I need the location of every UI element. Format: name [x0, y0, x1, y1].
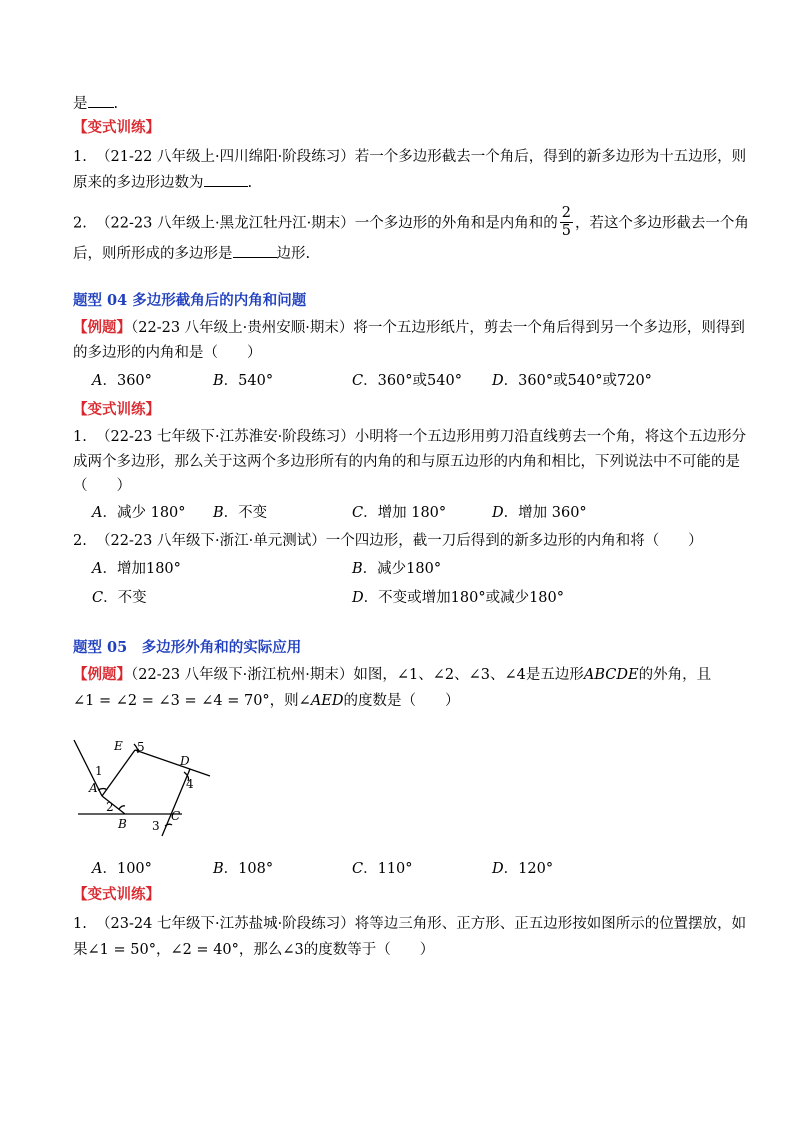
option-letter: B — [213, 373, 224, 389]
question-line — [73, 452, 740, 472]
option-b: B．108° — [213, 861, 274, 877]
question-line — [73, 343, 262, 363]
option-letter: D — [492, 861, 504, 877]
option-text: 增加 360° — [518, 505, 587, 521]
option-text: 360°或540°或720° — [518, 373, 652, 389]
math-expression: ∠1、∠2、∠3、∠4 — [396, 667, 526, 683]
option-text: 540° — [238, 373, 274, 389]
label-b: B — [118, 817, 127, 831]
option-letter: B — [352, 561, 363, 577]
label-c: C — [171, 809, 181, 823]
option-a: A．增加180° — [92, 561, 181, 577]
option-text: 不变 — [117, 590, 147, 606]
option-text: 360°或540° — [377, 373, 462, 389]
question-number: 1. — [73, 429, 87, 445]
option-letter: B — [213, 505, 224, 521]
continued-question-line — [73, 92, 118, 114]
question-number: 2. — [73, 533, 87, 549]
question-text: 的外角，且 — [638, 667, 712, 683]
question-text: 的多边形的内角和是（ ） — [73, 345, 262, 361]
section-label-variation: 【变式训练】 — [73, 886, 160, 903]
label-a: A — [89, 781, 98, 795]
question-line — [73, 147, 746, 167]
question-text: （23-24 七年级下·江苏盐城·阶段练习）将等边三角形、正方形、正五边形按如图所示的位置摆放，如 — [96, 916, 747, 932]
question-line — [73, 476, 131, 496]
option-c: C．110° — [352, 861, 413, 877]
question-line — [73, 914, 746, 934]
label-1: 1 — [95, 764, 103, 778]
answer-blank — [88, 92, 114, 108]
question-number: 2. — [73, 215, 87, 232]
option-c: C．360°或540° — [352, 373, 462, 389]
option-letter: C — [352, 505, 364, 521]
option-letter: D — [352, 590, 364, 606]
option-d: D．增加 360° — [492, 505, 587, 521]
question-text: ，则 — [269, 693, 299, 709]
question-line — [73, 427, 746, 447]
question-text: （22-23 八年级下·浙江·单元测试）一个四边形，截一刀后得到的新多边形的内角和将（ ） — [96, 533, 703, 549]
option-text: 120° — [518, 861, 554, 877]
option-letter: C — [92, 590, 104, 606]
question-line — [73, 531, 703, 551]
question-line — [73, 318, 745, 338]
option-text: 不变或增加180°或减少180° — [378, 590, 564, 606]
option-text: 减少180° — [377, 561, 442, 577]
question-text: ，若这个多边形截去一个角 — [574, 215, 749, 232]
question-line — [73, 665, 711, 685]
label-d: D — [180, 754, 190, 768]
option-text: 360° — [116, 373, 152, 389]
section-label-variation: 【变式训练】 — [73, 119, 160, 136]
option-letter: A — [92, 861, 103, 877]
question-number: 1. — [73, 916, 87, 932]
option-text: 不变 — [238, 505, 268, 521]
section-heading-type05: 题型 05 多边形外角和的实际应用 — [73, 639, 302, 656]
math-expression: ，那么∠3 — [238, 942, 304, 958]
question-line — [73, 206, 749, 241]
line-through-ed — [135, 750, 210, 776]
option-letter: A — [92, 561, 103, 577]
label-e: E — [114, 739, 123, 753]
angle-arc-2 — [119, 806, 125, 809]
text: . — [113, 96, 119, 112]
angle-arc-3 — [165, 824, 172, 826]
fraction-numerator: 2 — [561, 205, 571, 221]
option-b: B．减少180° — [352, 561, 442, 577]
option-c: C．不变 — [92, 590, 147, 606]
math-expression: ∠1 = ∠2 = ∠3 = ∠4 = 70° — [73, 693, 270, 709]
question-text: （21-22 八年级上·四川绵阳·阶段练习）若一个多边形截去一个角后，得到的新多边形为十五边形，则 — [96, 149, 747, 165]
option-a: A．360° — [92, 373, 152, 389]
question-text: （22-23 七年级下·江苏淮安·阶段练习）小明将一个五边形用剪刀沿直线剪去一个角，将这个五边形分 — [96, 429, 747, 445]
option-letter: B — [213, 861, 224, 877]
example-tag: 【例题】 — [73, 666, 131, 683]
option-b: B．540° — [213, 373, 274, 389]
question-text: 的度数等于（ ） — [303, 942, 435, 958]
math-expression: 果∠1 = 50°， — [73, 942, 171, 958]
question-line — [73, 691, 460, 711]
math-expression: ∠AED — [298, 693, 344, 709]
answer-blank — [204, 171, 248, 187]
example-tag: 【例题】 — [73, 319, 131, 336]
pentagon-figure — [70, 726, 220, 838]
option-letter: C — [352, 861, 364, 877]
option-text: 108° — [238, 861, 274, 877]
question-text: 边形. — [276, 246, 311, 262]
option-c: C．增加 180° — [352, 505, 447, 521]
text: . — [247, 175, 253, 191]
question-text: （22-23 八年级上·贵州安顺·期末）将一个五边形纸片，剪去一个角后得到另一个多边形，则得到 — [131, 320, 745, 336]
option-d: D．不变或增加180°或减少180° — [352, 590, 564, 606]
question-text: 成两个多边形，那么关于这两个多边形所有的内角的和与原五边形的内角和相比，下列说法中不可能的是 — [73, 454, 740, 470]
option-text: 减少 180° — [116, 505, 186, 521]
question-text: （22-23 八年级下·浙江杭州·期末）如图， — [131, 667, 397, 683]
option-letter: A — [92, 505, 103, 521]
option-a: A．减少 180° — [92, 505, 186, 521]
fraction — [560, 205, 573, 240]
question-text: （ ） — [73, 478, 131, 494]
section-label-variation: 【变式训练】 — [73, 401, 160, 418]
angle-arc-1 — [98, 789, 107, 791]
section-heading-type04: 题型 04 多边形截角后的内角和问题 — [73, 292, 307, 309]
option-letter: C — [352, 373, 364, 389]
math-expression: ∠2 = 40° — [170, 942, 239, 958]
fraction-denominator: 5 — [561, 223, 571, 239]
option-letter: D — [492, 373, 504, 389]
option-b: B．不变 — [213, 505, 268, 521]
option-text: 增加 180° — [377, 505, 447, 521]
option-d: D．120° — [492, 861, 554, 877]
math-expression: ABCDE — [583, 667, 639, 683]
question-line — [73, 242, 310, 264]
question-text: （22-23 八年级上·黑龙江牡丹江·期末）一个多边形的外角和是内角和的 — [96, 215, 558, 232]
label-5: 5 — [137, 740, 145, 754]
option-d: D．360°或540°或720° — [492, 373, 652, 389]
answer-blank — [233, 242, 277, 258]
label-4: 4 — [186, 777, 194, 791]
option-text: 100° — [116, 861, 152, 877]
question-text: 的度数是（ ） — [343, 693, 460, 709]
question-line — [73, 940, 434, 960]
question-text: 后，则所形成的多边形是 — [73, 246, 233, 262]
question-number: 1. — [73, 149, 87, 165]
text: 是 — [73, 96, 88, 112]
option-a: A．100° — [92, 861, 152, 877]
question-text: 是五边形 — [525, 667, 584, 683]
label-3: 3 — [152, 819, 160, 833]
label-2: 2 — [106, 800, 114, 814]
option-letter: D — [492, 505, 504, 521]
option-text: 增加180° — [116, 561, 181, 577]
question-text: 原来的多边形边数为 — [73, 175, 204, 191]
option-text: 110° — [377, 861, 413, 877]
question-line — [73, 171, 252, 193]
option-letter: A — [92, 373, 103, 389]
